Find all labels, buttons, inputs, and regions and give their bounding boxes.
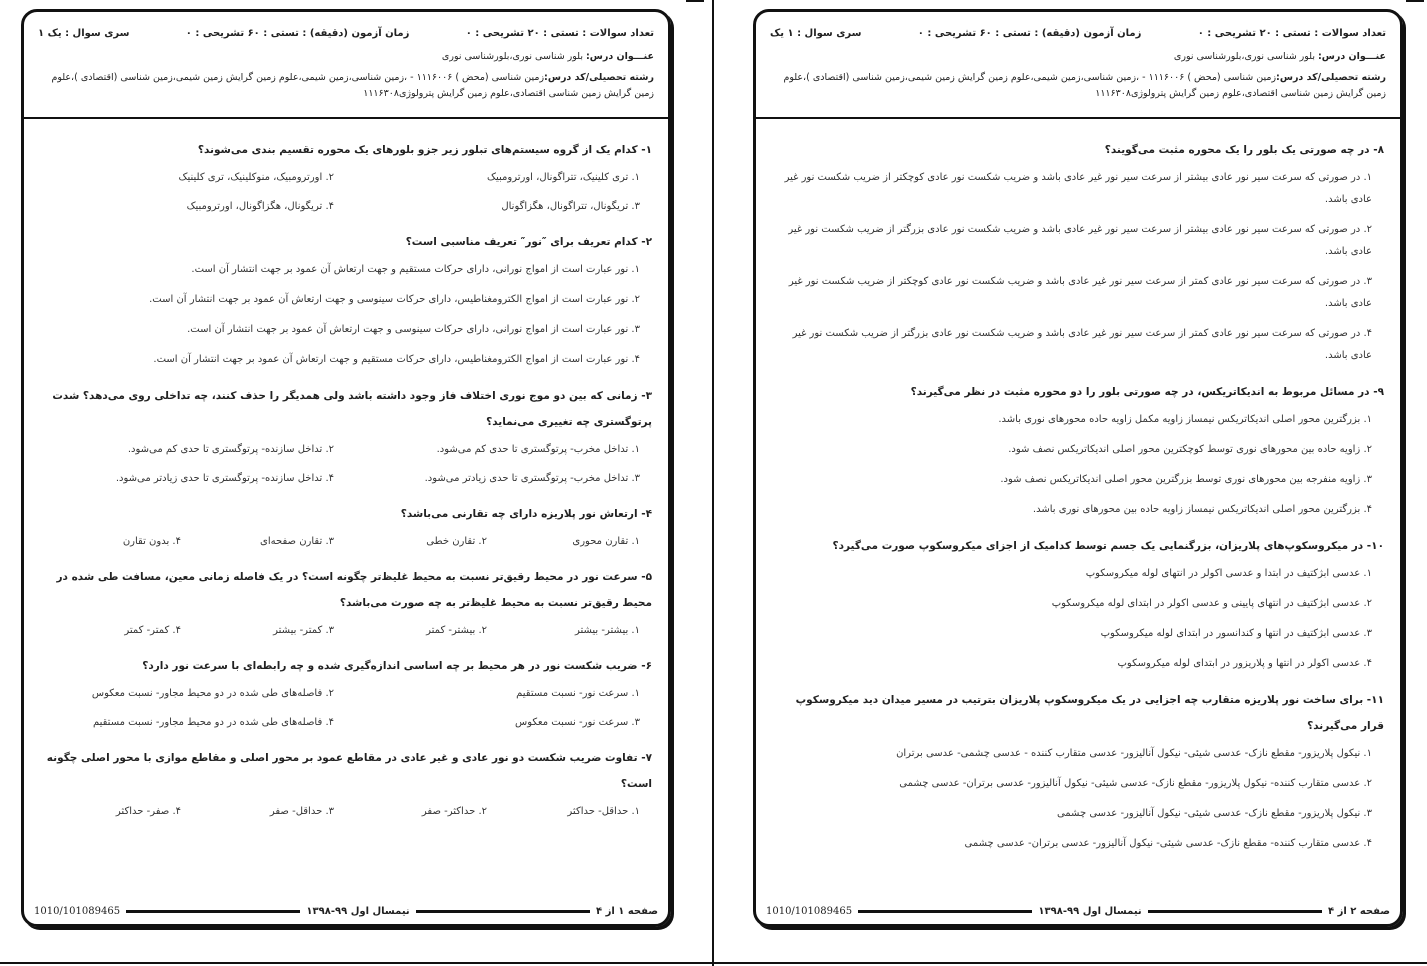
options-list — [40, 616, 652, 645]
exam-duration: زمان آزمون (دقیقه) : تستی : ۶۰ تشریحی : ۰ — [185, 28, 410, 39]
question-title: ۵- سرعت نور در محیط رقیق‌تر نسبت به محیط غلیظ‌تر چگونه است؟ در یک فاصله زمانی معین، مسافت طی شده در محیط رقیق‌تر نسبت به محیط غلیظ‌تر به چه صورت می‌باشد؟ — [56, 571, 652, 609]
answer-option[interactable]: ۴. بزرگترین محور اصلی اندیکاتریکس نیمساز زاویه حاده بین محورهای نوری باشد. — [1032, 504, 1372, 515]
answer-option[interactable]: ۲. فاصله‌های طی شده در دو محیط مجاور- نسبت معکوس — [91, 688, 334, 699]
field-code: رشته تحصیلی/کد درس:زمین شناسی (محض ) ۱۱۱۶۰۰۶ - ،زمین شناسی،زمین شیمی،علوم زمین گرایش زمین شیمی،زمین شناسی (اقتصادی )،علوم زمین گرایش زمین شناسی اقتصادی،علوم زمین گرایش پترولوژی۱۱۱۶۳۰۸ — [51, 72, 654, 99]
course-title: عنـــوان درس: بلور شناسی نوری،بلورشناسی نوری — [1173, 51, 1386, 62]
options-list — [772, 559, 1384, 679]
answer-option[interactable]: ۳. سرعت نور- نسبت معکوس — [515, 717, 640, 728]
answer-option[interactable]: ۳. نور عبارت است از امواج نورانی، دارای حرکات سینوسی و جهت ارتعاش آن عمود بر جهت انتشار آن است. — [187, 324, 640, 335]
answer-option[interactable]: ۲. نور عبارت است از امواج الکترومغناطیس، دارای حرکات سینوسی و جهت ارتعاش آن عمود بر جهت انتشار آن است. — [149, 294, 640, 305]
answer-option[interactable]: ۲. زاویه حاده بین محورهای نوری توسط کوچکترین محور اصلی اندیکاتریکس نصف شود. — [1008, 444, 1372, 455]
options-list — [40, 435, 652, 493]
questions-area — [24, 119, 668, 826]
answer-option[interactable]: ۳. نیکول پلاریزور- مقطع نازک- عدسی شیئی- نیکول آنالیزور- عدسی چشمی — [1056, 808, 1372, 819]
field-code: رشته تحصیلی/کد درس:زمین شناسی (محض ) ۱۱۱۶۰۰۶ - ،زمین شناسی،زمین شیمی،علوم زمین گرایش زمین شیمی،زمین شناسی (اقتصادی )،علوم زمین گرایش زمین شناسی اقتصادی،علوم زمین گرایش پترولوژی۱۱۱۶۳۰۸ — [783, 72, 1386, 99]
answer-option[interactable]: ۴. در صورتی که سرعت سیر نور عادی کمتر از سرعت سیر نور غیر عادی باشد و ضریب شکست نور عادی بزرگتر از ضریب شکست نور غیر عادی باشد. — [792, 328, 1372, 361]
exam-duration: زمان آزمون (دقیقه) : تستی : ۶۰ تشریحی : ۰ — [917, 28, 1142, 39]
question — [40, 137, 652, 221]
footer-rule — [1148, 910, 1322, 913]
question — [40, 229, 652, 375]
center-divider — [712, 0, 714, 966]
answer-option[interactable]: ۴. کمتر- کمتر — [124, 625, 181, 636]
footer-rule — [126, 910, 300, 913]
answer-option[interactable]: ۴. تداخل سازنده- پرتوگستری تا حدی زیادتر می‌شود. — [115, 473, 334, 484]
answer-option[interactable]: ۴. بدون تقارن — [122, 536, 181, 547]
answer-option[interactable]: ۳. در صورتی که سرعت سیر نور عادی کمتر از سرعت سیر نور غیر عادی باشد و ضریب شکست نور عادی کوچکتر از ضریب شکست نور غیر عادی باشد. — [788, 276, 1372, 309]
question — [772, 137, 1384, 371]
answer-option[interactable]: ۱. تری کلینیک، تتراگونال، اورترومبیک — [487, 172, 640, 183]
answer-option[interactable]: ۱. بزرگترین محور اصلی اندیکاتریکس نیمساز زاویه مکمل زاویه حاده محورهای نوری باشد. — [998, 414, 1372, 425]
question-title: ۶- ضریب شکست نور در هر محیط بر چه اساسی اندازه‌گیری شده و چه رابطه‌ای با سرعت نور دارد؟ — [142, 660, 652, 672]
answer-option[interactable]: ۲. عدسی متقارب کننده- نیکول پلاریزور- مقطع نازک- عدسی شیئی- نیکول آنالیزور- عدسی برتران- عدسی چشمی — [899, 778, 1372, 789]
page-footer — [34, 904, 658, 918]
answer-option[interactable]: ۳. تداخل مخرب- پرتوگستری تا حدی زیادتر می‌شود. — [424, 473, 640, 484]
answer-option[interactable]: ۲. تداخل سازنده- پرتوگستری تا حدی کم می‌شود. — [127, 444, 334, 455]
options-list — [772, 405, 1384, 525]
term-label: نیمسال اول ۹۹-۱۳۹۸ — [1038, 905, 1142, 917]
answer-option[interactable]: ۳. زاویه منفرجه بین محورهای نوری توسط بزرگترین محور اصلی اندیکاتریکس نصف شود. — [1000, 474, 1372, 485]
question-series: سری سوال : یک ۱ — [38, 28, 130, 39]
question-title: ۴- ارتعاش نور پلاریزه دارای چه تقارنی می‌باشد؟ — [400, 508, 652, 520]
question — [40, 564, 652, 645]
page-number: صفحه ۲ از ۴ — [1328, 905, 1390, 917]
answer-option[interactable]: ۲. بیشتر- کمتر — [426, 625, 487, 636]
question — [772, 687, 1384, 859]
options-list — [40, 527, 652, 556]
question — [772, 379, 1384, 525]
answer-option[interactable]: ۴. عدسی اکولر در انتها و پلاریزور در ابتدای لوله میکروسکوپ — [1117, 658, 1372, 669]
bottom-edge — [0, 962, 1427, 964]
answer-option[interactable]: ۴. تریگونال، هگزاگونال، اورترومبیک — [186, 201, 334, 212]
question — [40, 745, 652, 826]
answer-option[interactable]: ۳. کمتر- بیشتر — [273, 625, 334, 636]
page-number: صفحه ۱ از ۴ — [596, 905, 658, 917]
answer-option[interactable]: ۱. سرعت نور- نسبت مستقیم — [516, 688, 640, 699]
exam-header — [756, 12, 1400, 119]
exam-header — [24, 12, 668, 119]
term-label: نیمسال اول ۹۹-۱۳۹۸ — [306, 905, 410, 917]
answer-option[interactable]: ۴. عدسی متقارب کننده- مقطع نازک- عدسی شیئی- نیکول آنالیزور- عدسی برتران- عدسی چشمی — [964, 838, 1372, 849]
course-title: عنـــوان درس: بلور شناسی نوری،بلورشناسی نوری — [441, 51, 654, 62]
answer-option[interactable]: ۳. عدسی ابژکتیف در انتها و کندانسور در ابتدای لوله میکروسکوپ — [1100, 628, 1372, 639]
question — [40, 501, 652, 556]
answer-option[interactable]: ۱. حداقل- حداکثر — [567, 806, 640, 817]
answer-option[interactable]: ۳. تریگونال، تتراگونال، هگزاگونال — [501, 201, 640, 212]
options-list — [40, 797, 652, 826]
options-list — [772, 739, 1384, 859]
answer-option[interactable]: ۲. حداکثر- صفر — [421, 806, 487, 817]
question-title: ۷- تفاوت ضریب شکست دو نور عادی و غیر عادی در مقاطع عمود بر محور اصلی و مقاطع موازی با محور اصلی چگونه است؟ — [46, 752, 652, 790]
question-title: ۲- کدام تعریف برای ″نور″ تعریف مناسبی است؟ — [405, 236, 652, 248]
exam-code: 1010/101089465 — [33, 905, 121, 917]
answer-option[interactable]: ۴. صفر- حداکثر — [115, 806, 181, 817]
exam-page-2 — [753, 9, 1403, 927]
options-list — [40, 679, 652, 737]
options-list — [40, 163, 652, 221]
question — [40, 653, 652, 737]
answer-option[interactable]: ۱. بیشتر- بیشتر — [574, 625, 640, 636]
answer-option[interactable]: ۱. در صورتی که سرعت سیر نور عادی بیشتر از سرعت سیر نور غیر عادی باشد و ضریب شکست نور عادی کوچکتر از ضریب شکست نور غیر عادی باشد. — [784, 172, 1372, 205]
exam-page-1 — [21, 9, 671, 927]
answer-option[interactable]: ۲. اورترومبیک، منوکلینیک، تری کلینیک — [178, 172, 334, 183]
answer-option[interactable]: ۲. تقارن خطی — [426, 536, 487, 547]
options-list — [772, 163, 1384, 371]
questions-area — [756, 119, 1400, 859]
answer-option[interactable]: ۴. فاصله‌های طی شده در دو محیط مجاور- نسبت مستقیم — [92, 717, 334, 728]
question-title: ۹- در مسائل مربوط به اندیکاتریکس، در چه صورتی بلور را دو محوره مثبت در نظر می‌گیرند؟ — [910, 386, 1384, 398]
answer-option[interactable]: ۲. عدسی ابژکتیف در انتهای پایینی و عدسی اکولر در ابتدای لوله میکروسکوپ — [1051, 598, 1372, 609]
footer-rule — [416, 910, 590, 913]
answer-option[interactable]: ۲. در صورتی که سرعت سیر نور عادی بیشتر از سرعت سیر نور غیر عادی باشد و ضریب شکست نور عادی بزرگتر از ضریب شکست نور غیر عادی باشد. — [788, 224, 1372, 257]
question-series: سری سوال : ۱ یک — [770, 28, 862, 39]
question-title: ۱۰- در میکروسکوپ‌های پلاریزان، بزرگنمایی یک جسم توسط کدامیک از اجزای میکروسکوپ صورت می‌گیرد؟ — [832, 540, 1384, 552]
answer-option[interactable]: ۱. تقارن محوری — [572, 536, 640, 547]
answer-option[interactable]: ۱. نیکول پلاریزور- مقطع نازک- عدسی شیئی- نیکول آنالیزور- عدسی متقارب کننده - عدسی چشمی- عدسی برتران — [896, 748, 1372, 759]
question-title: ۱۱- برای ساخت نور پلاریزه متقارب چه اجزایی در یک میکروسکوپ پلاریزان بترتیب در مسیر میدان دید میکروسکوپ قرار می‌گیرند؟ — [795, 694, 1384, 732]
top-mark — [1406, 0, 1424, 6]
answer-option[interactable]: ۴. نور عبارت است از امواج الکترومغناطیس، دارای حرکات مستقیم و جهت ارتعاش آن عمود بر جهت انتشار آن است. — [153, 354, 640, 365]
answer-option[interactable]: ۳. تقارن صفحه‌ای — [260, 536, 334, 547]
question-title: ۸- در چه صورتی یک بلور را یک محوره مثبت می‌گویند؟ — [1104, 144, 1384, 156]
question — [772, 533, 1384, 679]
page-footer — [766, 904, 1390, 918]
answer-option[interactable]: ۳. حداقل- صفر — [269, 806, 334, 817]
top-mark — [686, 0, 704, 6]
options-list — [40, 255, 652, 375]
question-title: ۱- کدام یک از گروه سیستم‌های تبلور زیر جزو بلورهای یک محوره تقسیم بندی می‌شوند؟ — [197, 144, 652, 156]
answer-option[interactable]: ۱. عدسی ابژکتیف در ابتدا و عدسی اکولر در انتهای لوله میکروسکوپ — [1085, 568, 1372, 579]
exam-code: 1010/101089465 — [765, 905, 853, 917]
footer-rule — [858, 910, 1032, 913]
answer-option[interactable]: ۱. تداخل مخرب- پرتوگستری تا حدی کم می‌شود. — [436, 444, 640, 455]
question-title: ۳- زمانی که بین دو موج نوری اختلاف فاز وجود داشته باشد ولی همدیگر را حذف کنند، چه تداخلی روی می‌دهد؟ شدت پرتوگستری چه تغییری می‌نماید؟ — [52, 390, 652, 428]
question-count: تعداد سوالات : تستی : ۲۰ تشریحی : ۰ — [465, 28, 654, 39]
question — [40, 383, 652, 493]
question-count: تعداد سوالات : تستی : ۲۰ تشریحی : ۰ — [1197, 28, 1386, 39]
answer-option[interactable]: ۱. نور عبارت است از امواج نورانی، دارای حرکات مستقیم و جهت ارتعاش آن عمود بر جهت انتشار آن است. — [191, 264, 640, 275]
